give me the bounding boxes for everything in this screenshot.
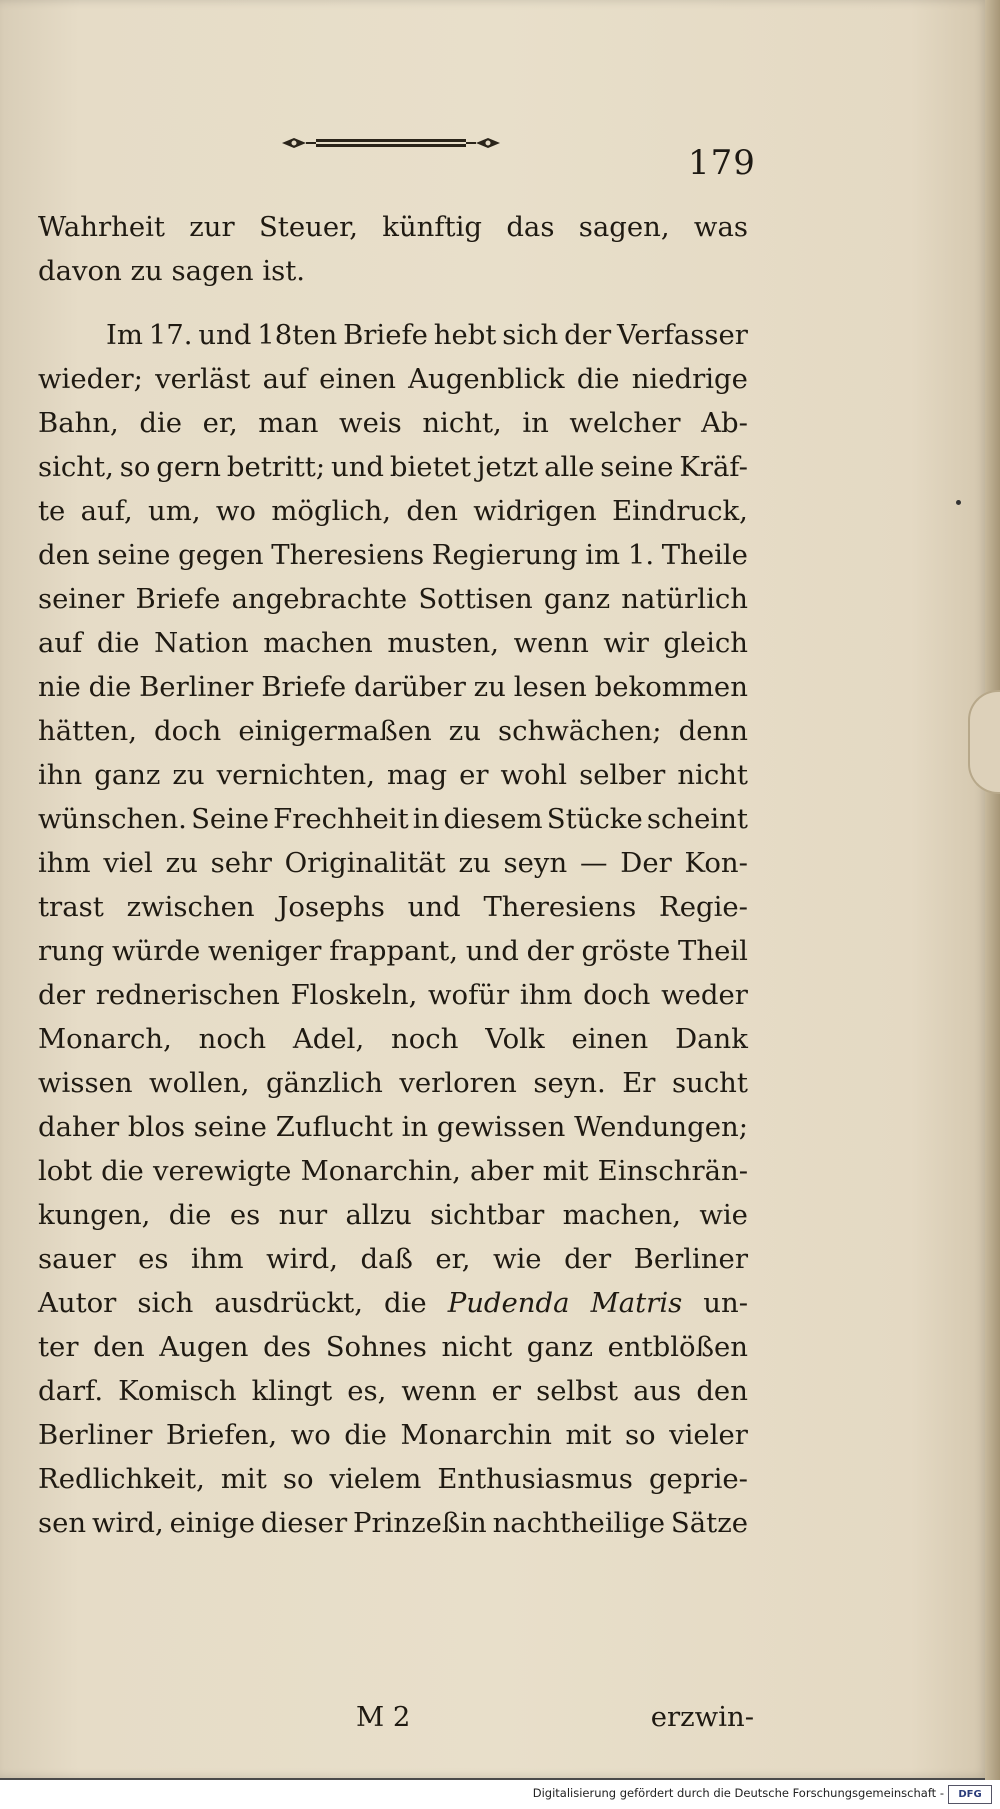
word: rednerischen — [95, 979, 280, 1011]
text-line — [38, 1281, 748, 1325]
word: alle — [544, 451, 595, 483]
word: Adel, — [292, 1023, 365, 1055]
word: te — [38, 495, 66, 527]
word: man — [258, 407, 319, 439]
word: Prinzeßin — [352, 1507, 487, 1539]
word: noch — [391, 1023, 459, 1055]
word: Wendungen; — [574, 1111, 748, 1143]
word: — — [579, 847, 608, 879]
dfg-logo-icon: DFG — [948, 1785, 992, 1804]
word: möglich, — [271, 495, 392, 527]
word: so — [624, 1419, 656, 1451]
word: darf. — [38, 1375, 104, 1407]
word: gern — [156, 451, 221, 483]
word: künftig — [382, 211, 483, 243]
text-line — [38, 1413, 748, 1457]
word: er — [491, 1375, 522, 1407]
body-text — [38, 205, 754, 1733]
word: Berliner — [139, 671, 254, 703]
word: Josephs — [277, 891, 385, 923]
word: Monarchin, — [300, 1155, 461, 1187]
text-line — [38, 577, 748, 621]
word: seyn — [503, 847, 568, 879]
word: dieser — [260, 1507, 348, 1539]
word: der — [564, 319, 612, 351]
word: sich — [137, 1287, 194, 1319]
word: einige — [169, 1507, 256, 1539]
word: aber — [470, 1155, 534, 1187]
word: Originalität — [284, 847, 446, 879]
word: ganz — [526, 1331, 593, 1363]
word: Berliner — [38, 1419, 153, 1451]
word: das — [506, 211, 555, 243]
paragraph-gap — [38, 293, 748, 313]
word: trast — [38, 891, 104, 923]
word: seine — [193, 1111, 267, 1143]
word: sicht, — [38, 451, 114, 483]
word: und — [465, 935, 519, 967]
word: Theresiens — [271, 539, 425, 571]
word: geprie- — [648, 1463, 748, 1495]
word: Briefen, — [165, 1419, 278, 1451]
word: Zuflucht — [275, 1111, 393, 1143]
text-line — [38, 1017, 748, 1061]
word: Briefe — [343, 319, 428, 351]
word: des — [263, 1331, 312, 1363]
word: Briefe — [261, 671, 347, 703]
word: wohl — [500, 759, 568, 791]
word: ganz — [94, 759, 161, 791]
word: die — [168, 1199, 212, 1231]
text-line — [38, 401, 748, 445]
word: seyn. — [533, 1067, 606, 1099]
word: er — [459, 759, 489, 791]
word: vernichten, — [216, 759, 375, 791]
catchword: erzwin- — [650, 1701, 754, 1733]
word: selber — [579, 759, 666, 791]
text-line — [38, 1193, 748, 1237]
word: wie — [492, 1243, 542, 1275]
word: in — [522, 407, 549, 439]
word: denn — [678, 715, 748, 747]
word: ter — [38, 1331, 79, 1363]
word: die — [139, 407, 183, 439]
word: ihm — [191, 1243, 244, 1275]
word: welcher — [569, 407, 681, 439]
word: auf — [38, 627, 83, 659]
header-ornament-icon — [280, 130, 510, 156]
word: zu — [448, 715, 481, 747]
text-line — [38, 445, 748, 489]
word: in — [412, 803, 440, 835]
word: Sottisen — [418, 583, 533, 615]
word: würde — [111, 935, 201, 967]
word: seiner — [38, 583, 125, 615]
word: widrigen — [473, 495, 597, 527]
word: im — [585, 539, 621, 571]
word: was — [693, 211, 748, 243]
word: wie — [699, 1199, 748, 1231]
word: sagen, — [578, 211, 670, 243]
word: der — [564, 1243, 612, 1275]
text-line — [38, 1325, 748, 1369]
word: kungen, — [38, 1199, 151, 1231]
signature-mark: M 2 — [356, 1701, 411, 1733]
word: Eindruck, — [612, 495, 748, 527]
word: darüber — [353, 671, 466, 703]
word: nicht — [677, 759, 748, 791]
word: nie — [38, 671, 81, 703]
word: wenn — [401, 1375, 477, 1407]
word: Frechheit — [273, 803, 409, 835]
word: schwächen; — [498, 715, 662, 747]
word: wo — [215, 495, 256, 527]
word: Regie- — [659, 891, 748, 923]
word: wo — [290, 1419, 331, 1451]
word: daher — [38, 1111, 120, 1143]
text-line — [38, 973, 748, 1017]
word: es — [229, 1199, 261, 1231]
word: Stücke — [546, 803, 643, 835]
word: zur — [189, 211, 235, 243]
word: Dank — [675, 1023, 748, 1055]
word: viel — [103, 847, 153, 879]
word: wofür — [428, 979, 510, 1011]
word: Er — [622, 1067, 656, 1099]
text-line — [38, 621, 748, 665]
word: in — [401, 1111, 429, 1143]
word: mit — [565, 1419, 612, 1451]
word: wenn — [513, 627, 589, 659]
text-line — [38, 313, 748, 357]
text-line — [38, 1149, 748, 1193]
word: verloren — [399, 1067, 517, 1099]
word: bekommen — [594, 671, 748, 703]
word: sich — [502, 319, 559, 351]
word: gleich — [663, 627, 748, 659]
page-number: 179 — [688, 143, 756, 183]
word: wird, — [266, 1243, 338, 1275]
word: 17. — [148, 319, 193, 351]
word: mit — [542, 1155, 589, 1187]
word: seine — [97, 539, 171, 571]
word: gänzlich — [265, 1067, 383, 1099]
word: Pudenda — [447, 1287, 570, 1319]
text-line — [38, 1061, 748, 1105]
word: ihm — [38, 847, 91, 879]
word: niedrige — [631, 363, 748, 395]
word: Regierung — [431, 539, 578, 571]
word: Briefe — [135, 583, 221, 615]
word: noch — [198, 1023, 267, 1055]
word: scheint — [646, 803, 748, 835]
word: Nation — [154, 627, 249, 659]
word: sehr — [210, 847, 272, 879]
word: Kräf- — [679, 451, 748, 483]
word: Ab- — [701, 407, 748, 439]
text-line — [38, 533, 748, 577]
word: den — [406, 495, 458, 527]
word: Seine — [191, 803, 269, 835]
word: Matris — [590, 1287, 683, 1319]
page-footer — [38, 1695, 754, 1739]
word: vielem — [329, 1463, 422, 1495]
word: zu — [473, 671, 506, 703]
digitization-credit-bar — [0, 1780, 1000, 1809]
text-line — [38, 665, 748, 709]
word: weniger — [208, 935, 322, 967]
text-line — [38, 885, 748, 929]
word: hätten, — [38, 715, 137, 747]
word: seine — [600, 451, 674, 483]
word: frappant, — [329, 935, 459, 967]
text-line — [38, 709, 748, 753]
word: die — [576, 363, 620, 395]
word: die — [101, 1155, 144, 1187]
word: 1. — [627, 539, 655, 571]
word: vieler — [669, 1419, 748, 1451]
text-line — [38, 1369, 748, 1413]
word: Bahn, — [38, 407, 119, 439]
word: ausdrückt, — [214, 1287, 363, 1319]
word: Verfasser — [616, 319, 748, 351]
word: betritt; — [226, 451, 326, 483]
word: ihm — [519, 979, 573, 1011]
word: musten, — [387, 627, 500, 659]
word: weder — [661, 979, 748, 1011]
word: Augen — [159, 1331, 249, 1363]
word: zwischen — [126, 891, 255, 923]
word: wünschen. — [38, 803, 187, 835]
word: wird, — [91, 1507, 164, 1539]
word: einen — [571, 1023, 649, 1055]
text-line — [38, 929, 748, 973]
word: machen, — [562, 1199, 681, 1231]
word: klingt — [251, 1375, 333, 1407]
word: verläst — [155, 363, 251, 395]
word: doch — [583, 979, 651, 1011]
word: einigermaßen — [238, 715, 432, 747]
ink-spot — [956, 500, 961, 505]
text-line — [38, 753, 748, 797]
word: auf — [262, 363, 307, 395]
word: wissen — [38, 1067, 133, 1099]
word: nachtheilige — [492, 1507, 666, 1539]
word: weis — [339, 407, 402, 439]
word: er, — [435, 1243, 471, 1275]
word: mit — [220, 1463, 267, 1495]
word: lobt — [38, 1155, 93, 1187]
word: zu — [172, 759, 205, 791]
word: sichtbar — [430, 1199, 545, 1231]
word: selbst — [536, 1375, 619, 1407]
word: er, — [202, 407, 238, 439]
word: mag — [386, 759, 448, 791]
word: Monarch, — [38, 1023, 172, 1055]
word: Berliner — [633, 1243, 748, 1275]
word: Im — [106, 319, 143, 351]
word: Theile — [661, 539, 748, 571]
word: den — [93, 1331, 145, 1363]
text-line — [38, 1237, 748, 1281]
credit-text: Digitalisierung gefördert durch die Deutsche Forschungsgemeinschaft - — [532, 1786, 944, 1800]
page-edge — [985, 0, 1000, 1780]
word: nur — [278, 1199, 328, 1231]
text-line — [38, 1501, 748, 1545]
word: ganz — [543, 583, 611, 615]
text-line — [38, 205, 748, 249]
word: nicht — [441, 1331, 513, 1363]
text-line — [38, 797, 748, 841]
word: Kon- — [684, 847, 748, 879]
word: einen — [319, 363, 396, 395]
word: zu — [165, 847, 198, 879]
word: es, — [347, 1375, 387, 1407]
word: Volk — [485, 1023, 545, 1055]
word: den — [696, 1375, 748, 1407]
word: natürlich — [621, 583, 748, 615]
word: un- — [703, 1287, 748, 1319]
word: die — [384, 1287, 427, 1319]
word: Steuer, — [258, 211, 358, 243]
text-line — [38, 841, 748, 885]
word: Der — [620, 847, 672, 879]
word: wir — [603, 627, 649, 659]
word: Sohnes — [325, 1331, 427, 1363]
word: die — [96, 627, 140, 659]
word: doch — [153, 715, 222, 747]
word: gegen — [178, 539, 264, 571]
word: gröste — [581, 935, 671, 967]
word: allzu — [345, 1199, 412, 1231]
word: jetzt — [476, 451, 539, 483]
word: Theresiens — [483, 891, 637, 923]
word: Komisch — [118, 1375, 237, 1407]
word: so — [119, 451, 151, 483]
word: sauer — [38, 1243, 116, 1275]
word: angebrachte — [231, 583, 408, 615]
word: nicht, — [422, 407, 502, 439]
word: entblößen — [607, 1331, 748, 1363]
word: und — [407, 891, 461, 923]
word: lesen — [513, 671, 587, 703]
word: zu — [458, 847, 491, 879]
text-line — [38, 1457, 748, 1501]
word: der — [38, 979, 86, 1011]
word: so — [282, 1463, 314, 1495]
word: Sätze — [670, 1507, 748, 1539]
word: und — [198, 319, 252, 351]
word: diesem — [443, 803, 543, 835]
word: hebt — [433, 319, 497, 351]
word: Augenblick — [408, 363, 565, 395]
word: es — [138, 1243, 169, 1275]
text-line — [38, 1105, 748, 1149]
word: Autor — [38, 1287, 117, 1319]
word: Theil — [678, 935, 748, 967]
word: 18ten — [257, 319, 338, 351]
word: wollen, — [149, 1067, 250, 1099]
text-line — [38, 489, 748, 533]
word: rung — [38, 935, 105, 967]
word: bietet — [389, 451, 471, 483]
word: gewissen — [436, 1111, 566, 1143]
word: daß — [360, 1243, 413, 1275]
word: und — [331, 451, 385, 483]
word: die — [88, 671, 132, 703]
word: auf, — [80, 495, 133, 527]
word: wieder; — [38, 363, 143, 395]
word: blos — [127, 1111, 185, 1143]
word: sucht — [671, 1067, 748, 1099]
word: Wahrheit — [38, 211, 165, 243]
word: der — [526, 935, 574, 967]
word: Einschrän- — [597, 1155, 748, 1187]
word: machen — [263, 627, 373, 659]
word: aus — [633, 1375, 682, 1407]
paragraph-2 — [38, 313, 748, 1545]
word: den — [38, 539, 90, 571]
text-line — [38, 357, 748, 401]
word: um, — [148, 495, 201, 527]
word: verewigte — [152, 1155, 292, 1187]
word: ihn — [38, 759, 83, 791]
word: die — [344, 1419, 387, 1451]
word: Enthusiasmus — [437, 1463, 633, 1495]
word: sen — [38, 1507, 87, 1539]
word: Redlichkeit, — [38, 1463, 205, 1495]
word: Floskeln, — [290, 979, 418, 1011]
text-line: davon zu sagen ist. — [38, 255, 306, 287]
word: Monarchin — [400, 1419, 553, 1451]
page-clip-mark — [968, 690, 1000, 794]
paragraph-1 — [38, 205, 748, 293]
